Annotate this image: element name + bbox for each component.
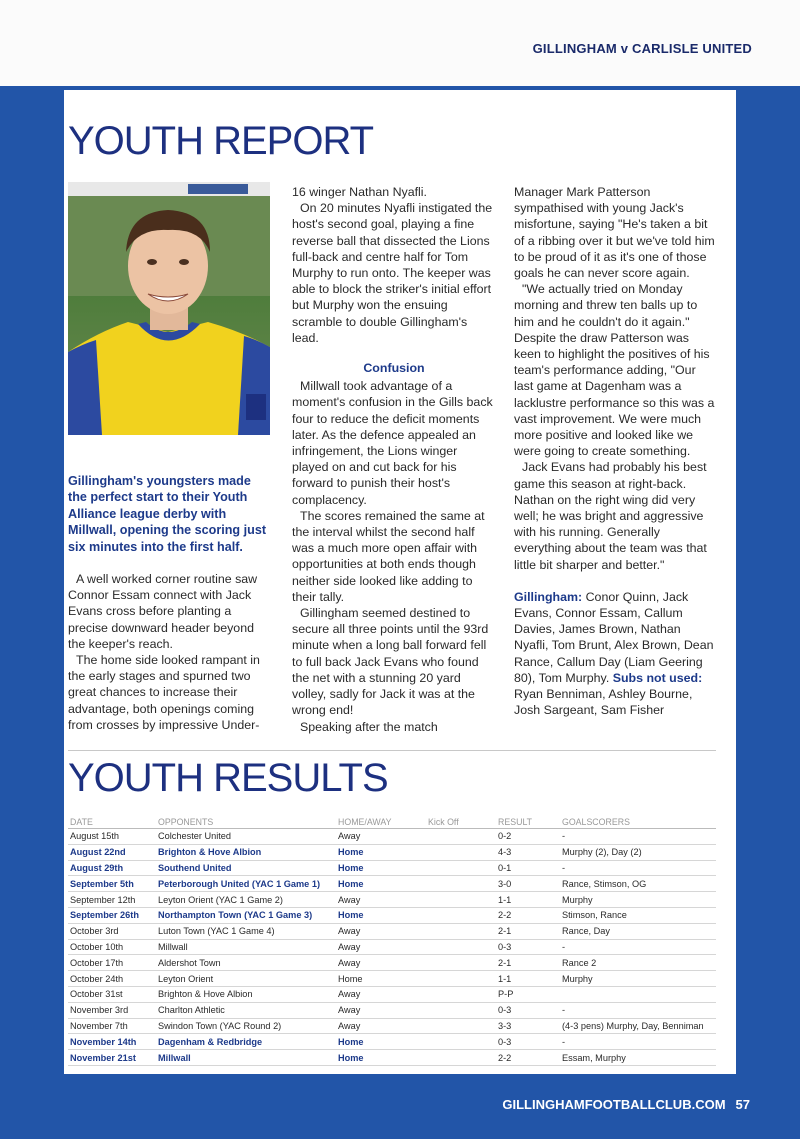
cell-venue: Home <box>336 860 426 876</box>
paragraph: The scores remained the same at the interval whilst the second half was a much more open affair with opportunities at both ends though neither side looked like adding to their tally. <box>292 508 485 604</box>
lead-paragraph: Gillingham's youngsters made the perfect start to their Youth Alliance league derby with Millwall, opening the scoring just six minutes into the first half. <box>68 474 267 554</box>
cell-date: November 3rd <box>68 1002 156 1018</box>
cell-kickoff <box>426 1034 496 1050</box>
subs-players: Ryan Benniman, Ashley Bourne, Josh Sargeant, Sam Fisher <box>514 687 693 718</box>
cell-result: 0-3 <box>496 939 560 955</box>
footer <box>480 1097 750 1112</box>
cell-result: 2-2 <box>496 907 560 923</box>
cell-date: November 21st <box>68 1050 156 1066</box>
cell-kickoff <box>426 1050 496 1066</box>
cell-kickoff <box>426 876 496 892</box>
paragraph: "We actually tried on Monday morning and threw ten balls up to him and he couldn't do it again." Despite the draw Patterson was keen to highlight the positives of his team's performance adding, "Our last game at Dagenham was a lacklustre performance so this was a vast improvement. We were much more positive and looked like we were going to create something. <box>514 282 715 459</box>
paragraph: Millwall took advantage of a moment's confusion in the Gills back four to reduce the deficit moments later. As the defence appealed an infringement, the Lions winger played on and cut back for his forward to punish their host's complacency. <box>292 379 493 507</box>
cell-date: November 14th <box>68 1034 156 1050</box>
cell-venue: Home <box>336 971 426 987</box>
cell-opponent: Luton Town (YAC 1 Game 4) <box>156 923 336 939</box>
table-row <box>68 907 716 923</box>
cell-venue: Away <box>336 955 426 971</box>
cell-venue: Home <box>336 844 426 860</box>
cell-opponent: Brighton & Hove Albion <box>156 844 336 860</box>
paragraph: Gillingham seemed destined to secure all three points until the 93rd minute when a long ball forward fell to full back Jack Evans who found the net with a stunning 20 yard volley, sadly for Jack it was at the wrong end! <box>292 606 489 718</box>
cell-date: August 29th <box>68 860 156 876</box>
cell-scorers: Rance, Day <box>560 923 716 939</box>
cell-kickoff <box>426 1018 496 1034</box>
cell-venue: Away <box>336 892 426 908</box>
cell-opponent: Leyton Orient <box>156 971 336 987</box>
cell-kickoff <box>426 844 496 860</box>
cell-date: October 24th <box>68 971 156 987</box>
col-result-header: RESULT <box>496 816 560 829</box>
cell-opponent: Southend United <box>156 860 336 876</box>
table-row <box>68 876 716 892</box>
cell-result: 0-3 <box>496 1034 560 1050</box>
top-bar <box>0 0 800 86</box>
table-row <box>68 955 716 971</box>
player-photo <box>68 182 270 435</box>
cell-opponent: Colchester United <box>156 829 336 845</box>
cell-result: 3-0 <box>496 876 560 892</box>
cell-opponent: Leyton Orient (YAC 1 Game 2) <box>156 892 336 908</box>
cell-scorers: Murphy <box>560 971 716 987</box>
content-panel <box>64 90 736 1074</box>
table-row <box>68 844 716 860</box>
lineup-players: Conor Quinn, Jack Evans, Connor Essam, Callum Davies, James Brown, Nathan Nyafli, Tom Brunt, Alex Brown, Dean Rance, Callum Day (Liam Geering 80), Tom Murphy. <box>514 589 714 685</box>
cell-opponent: Northampton Town (YAC 1 Game 3) <box>156 907 336 923</box>
table-row <box>68 923 716 939</box>
table-row <box>68 829 716 845</box>
table-row <box>68 1002 716 1018</box>
column-1 <box>68 571 272 733</box>
cell-scorers: (4-3 pens) Murphy, Day, Benniman <box>560 1018 716 1034</box>
cell-result: 2-1 <box>496 923 560 939</box>
cell-venue: Away <box>336 1002 426 1018</box>
cell-scorers: - <box>560 1002 716 1018</box>
cell-result: 0-2 <box>496 829 560 845</box>
column-2 <box>292 184 496 735</box>
cell-result: 3-3 <box>496 1018 560 1034</box>
cell-date: August 22nd <box>68 844 156 860</box>
cell-result: 0-3 <box>496 1002 560 1018</box>
cell-date: October 31st <box>68 986 156 1002</box>
cell-kickoff <box>426 860 496 876</box>
cell-result: 2-1 <box>496 955 560 971</box>
table-row <box>68 939 716 955</box>
cell-kickoff <box>426 892 496 908</box>
cell-venue: Home <box>336 876 426 892</box>
cell-scorers: Murphy (2), Day (2) <box>560 844 716 860</box>
divider <box>68 750 716 751</box>
cell-kickoff <box>426 939 496 955</box>
cell-scorers: - <box>560 939 716 955</box>
cell-venue: Home <box>336 1034 426 1050</box>
cell-scorers: Murphy <box>560 892 716 908</box>
table-row <box>68 986 716 1002</box>
paragraph: Manager Mark Patterson sympathised with young Jack's misfortune, saying "He's taken a bit of a ribbing over it but we've told him to be proud of it as it's one of those goals he can never score again. <box>514 185 715 281</box>
cell-result: 0-1 <box>496 860 560 876</box>
cell-opponent: Swindon Town (YAC Round 2) <box>156 1018 336 1034</box>
table-row <box>68 1034 716 1050</box>
cell-date: October 17th <box>68 955 156 971</box>
cell-date: November 7th <box>68 1018 156 1034</box>
table-row <box>68 1018 716 1034</box>
cell-venue: Away <box>336 986 426 1002</box>
cell-date: October 3rd <box>68 923 156 939</box>
cell-scorers: - <box>560 860 716 876</box>
cell-venue: Away <box>336 829 426 845</box>
subs-label: Subs not used: <box>612 670 703 685</box>
cell-date: September 26th <box>68 907 156 923</box>
cell-kickoff <box>426 1002 496 1018</box>
results-title: YOUTH RESULTS <box>68 756 388 800</box>
cell-scorers: - <box>560 829 716 845</box>
match-title: GILLINGHAM v CARLISLE UNITED <box>532 41 752 56</box>
cell-kickoff <box>426 923 496 939</box>
cell-opponent: Millwall <box>156 1050 336 1066</box>
cell-date: August 15th <box>68 829 156 845</box>
cell-opponent: Millwall <box>156 939 336 955</box>
table-header-row <box>68 816 716 829</box>
paragraph: Speaking after the match <box>300 719 438 734</box>
cell-date: September 12th <box>68 892 156 908</box>
cell-kickoff <box>426 907 496 923</box>
paragraph: 16 winger Nathan Nyafli. <box>292 185 427 199</box>
col-scorers-header: GOALSCORERS <box>560 816 716 829</box>
cell-kickoff <box>426 971 496 987</box>
cell-date: October 10th <box>68 939 156 955</box>
cell-venue: Home <box>336 907 426 923</box>
cell-venue: Home <box>336 1050 426 1066</box>
cell-result: P-P <box>496 986 560 1002</box>
cell-venue: Away <box>336 1018 426 1034</box>
cell-date: September 5th <box>68 876 156 892</box>
col-opponent-header: OPPONENTS <box>156 816 336 829</box>
cell-opponent: Aldershot Town <box>156 955 336 971</box>
cell-scorers: Essam, Murphy <box>560 1050 716 1066</box>
lineup-label: Gillingham: <box>514 589 583 604</box>
cell-scorers: Rance 2 <box>560 955 716 971</box>
table-row <box>68 892 716 908</box>
lineup <box>514 589 718 719</box>
page-number: 57 <box>735 1097 750 1112</box>
cell-scorers: - <box>560 1034 716 1050</box>
col-venue-header: HOME/AWAY <box>336 816 426 829</box>
col-kickoff-header: Kick Off <box>426 816 496 829</box>
table-row <box>68 1050 716 1066</box>
paragraph: Jack Evans had probably his best game this season at right-back. Nathan on the right wing did very well; he was bright and aggressive with his running. Generally everything about the team was that little bit sharper and better." <box>514 460 707 572</box>
cell-scorers: Rance, Stimson, OG <box>560 876 716 892</box>
cell-result: 1-1 <box>496 971 560 987</box>
column-3 <box>514 184 718 719</box>
paragraph: On 20 minutes Nyafli instigated the host's second goal, playing a fine reverse ball that dissected the Lions full-back and centre half for Tom Murphy to run onto. The keeper was able to block the striker's initial effort but Murphy won the ensuing scramble to double Gillingham's lead. <box>292 201 493 345</box>
paragraph: A well worked corner routine saw Connor Essam connect with Jack Evans cross before planting a precise downward header beyond the keeper's reach. <box>68 572 258 651</box>
cell-scorers <box>560 986 716 1002</box>
subheading: Confusion <box>363 361 425 376</box>
cell-opponent: Brighton & Hove Albion <box>156 986 336 1002</box>
cell-opponent: Dagenham & Redbridge <box>156 1034 336 1050</box>
cell-opponent: Charlton Athletic <box>156 1002 336 1018</box>
cell-opponent: Peterborough United (YAC 1 Game 1) <box>156 876 336 892</box>
table-row <box>68 860 716 876</box>
cell-kickoff <box>426 986 496 1002</box>
cell-result: 1-1 <box>496 892 560 908</box>
results-table <box>68 816 716 1066</box>
cell-result: 4-3 <box>496 844 560 860</box>
cell-kickoff <box>426 955 496 971</box>
cell-venue: Away <box>336 923 426 939</box>
cell-kickoff <box>426 829 496 845</box>
cell-result: 2-2 <box>496 1050 560 1066</box>
report-title: YOUTH REPORT <box>68 119 374 163</box>
cell-scorers: Stimson, Rance <box>560 907 716 923</box>
results-body <box>68 829 716 1066</box>
site-url: GILLINGHAMFOOTBALLCLUB.COM <box>502 1097 726 1112</box>
col-date-header: DATE <box>68 816 156 829</box>
table-row <box>68 971 716 987</box>
paragraph: The home side looked rampant in the early stages and spurned two great chances to increase their advantage, both openings coming from crosses by impressive Under- <box>68 653 260 732</box>
cell-venue: Away <box>336 939 426 955</box>
